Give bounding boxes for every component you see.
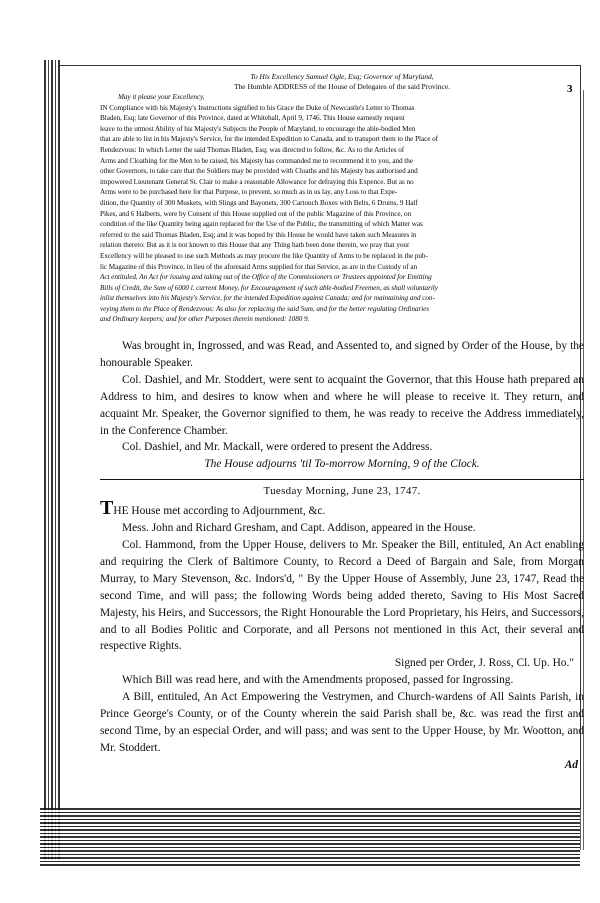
address-line: referred to the said Thomas Bladen, Esq; and it was hoped by this House he would have taken such Measures in xyxy=(100,230,417,239)
address-line: relation thereto: But as it is not known to this House that any Thing hath been done therein, we pray that your xyxy=(100,241,410,250)
paragraph-hammond-bill: Col. Hammond, from the Upper House, delivers to Mr. Speaker the Bill, entituled, An Act enabling and requiring the Clerk of Baltimore County, to Record a Deed of Bargain and Sale, from Morgan Murray, to Mary Stevenson, &c. Indors'd, " By the Upper House of Assembly, June 23, 1747, Read the second Time, and will pass; the following Words being added thereto, Saving to His Most Sacred Majesty, his Heirs, and Successors, the Right Honourable the Lord Proprietary, his Heirs, and Successors, and to all Bodies Politic and Corporate, and all Persons not mentioned in this Act, their several and respective Rights. xyxy=(100,538,584,653)
paragraph-vestrymen-bill: A Bill, entituled, An Act Empowering the Vestrymen, and Church-wardens of All Saints Parish, in Prince George's County, or of the County wherein the said Parish shall be, &c. was read the first and second Time, by an especial Order, and will pass; and was sent to the Upper House, by Mr. Wootton, and Mr. Stoddert. xyxy=(100,691,584,754)
address-line: IN Compliance with his Majesty's Instructions signified to his Grace the Duke of Newcastle's Letter to Thomas xyxy=(100,103,415,112)
adjournment-line: The House adjourns 'til To-morrow Morning, 9 of the Clock. xyxy=(204,458,480,471)
address-line: Arms and Cloathing for the Men to be raised, his Majesty has commanded me to recommend it to you, and the xyxy=(100,156,413,165)
address-line: Rendezvous: In which Letter the said Thomas Bladen, Esq; was directed to follow, &c. As to the Articles of xyxy=(100,145,405,154)
address-heading-line1: To His Excellency Samuel Ogle, Esq; Governor of Maryland, xyxy=(250,72,434,81)
catchword: Ad xyxy=(564,758,578,771)
address-line: impowered Lieutenant General St. Clair to make a reasonable Allowance for defraying this Expence. But as no xyxy=(100,177,414,186)
address-line: Excellency will be pleased to use such Methods as may procure the like Quantity of Arms to be replaced in the pub- xyxy=(100,251,428,260)
scan-edge-bottom xyxy=(40,808,580,866)
address-line: lic Magazine of this Province, in lieu of the aforesaid Arms supplied for that Service, as are in the Custody of an xyxy=(100,262,418,271)
signed-line: Signed per Order, J. Ross, Cl. Up. Ho." xyxy=(394,657,574,670)
drop-capital: T xyxy=(100,497,114,520)
address-heading-line2: The Humble ADDRESS of the House of Delegates of the said Province. xyxy=(233,82,451,91)
proceedings-section xyxy=(100,338,584,774)
section-divider xyxy=(100,479,584,480)
address-salutation: May it please your Excellency, xyxy=(118,93,205,101)
address-heading xyxy=(100,72,584,92)
day-heading: Tuesday Morning, June 23, 1747. xyxy=(263,485,421,498)
address-line: Bills of Credit, the Sum of 6000 l. current Money, for Encouragement of such able-bodied Freemen, as shall voluntarily xyxy=(100,283,438,292)
address-line: Arms were to be purchased here for that Purpose, to prevent, so much as in us lay, any Loss to that Expe- xyxy=(100,188,398,197)
paragraph-ingrossed: Was brought in, Ingrossed, and was Read, and Assented to, and signed by Order of the House, by the honourable Speaker. xyxy=(100,340,584,369)
address-body xyxy=(100,103,584,325)
page-number: 3 xyxy=(567,83,573,95)
paragraph-house-met xyxy=(100,497,584,520)
paragraph-ingrossing: Which Bill was read here, and with the Amendments proposed, passed for Ingrossing. xyxy=(122,674,514,687)
address-line: Pikes, and 6 Halberts, were by Consent of this House supplied out of the public Magazine of this Province, on xyxy=(100,209,412,218)
address-line: dition, the Quantity of 300 Muskets, with Slings and Bayonets, 300 Cartouch Boxes with Belts, 6 Drums, 9 Half xyxy=(100,198,418,207)
address-line: other Governors, to take care that the Soldiers may be provided with Cloaths and his Majesty has authorised and xyxy=(100,167,418,176)
paragraph-address-prepared: Col. Dashiel, and Mr. Stoddert, were sent to acquaint the Governor, that this House hath prepared an Address to him, and desires to know when and where he will please to receive it. They return, and acquaint Mr. Speaker, the Governor signified to them, he was ready to receive the Address immediately, in the Conference Chamber. xyxy=(100,373,584,437)
address-line: and Ordinary keepers; and for other Purposes therein mentioned: 1080 9. xyxy=(100,315,310,324)
address-line: condition of the like Quantity being again replaced for the Use of the Public, the transmitting of which Matter was xyxy=(100,220,423,229)
address-section xyxy=(100,72,584,325)
address-line: leave to the utmost Ability of his Majesty's Subjects the People of Maryland, to encourage the able-bodied Men xyxy=(100,124,416,133)
paragraph-house-met-text: HE House met according to Adjournment, &c. xyxy=(113,505,326,518)
address-line: Act entituled, An Act for issuing and taking out of the Office of the Commissioners or Trustees appointed for Emitting xyxy=(100,273,432,282)
address-line: inlist themselves into his Majesty's Service, for the intended Expedition against Canada; and for maintaining and con- xyxy=(100,294,435,303)
paragraph-appeared: Mess. John and Richard Gresham, and Capt. Addison, appeared in the House. xyxy=(122,522,476,535)
paragraph-present-address: Col. Dashiel, and Mr. Mackall, were ordered to present the Address. xyxy=(122,441,433,454)
address-line: veying them to the Place of Rendezvous: As also for replacing the said Sum, and for the better regulating Ordinaries xyxy=(100,304,430,313)
address-line: that are able to list in his Majesty's Service, for the intended Expedition to Canada, and to transport them to the Place of xyxy=(100,135,439,144)
address-line: Bladen, Esq; late Governor of this Province, dated at Whitehall, April 9, 1746. This House earnestly request xyxy=(100,114,405,123)
